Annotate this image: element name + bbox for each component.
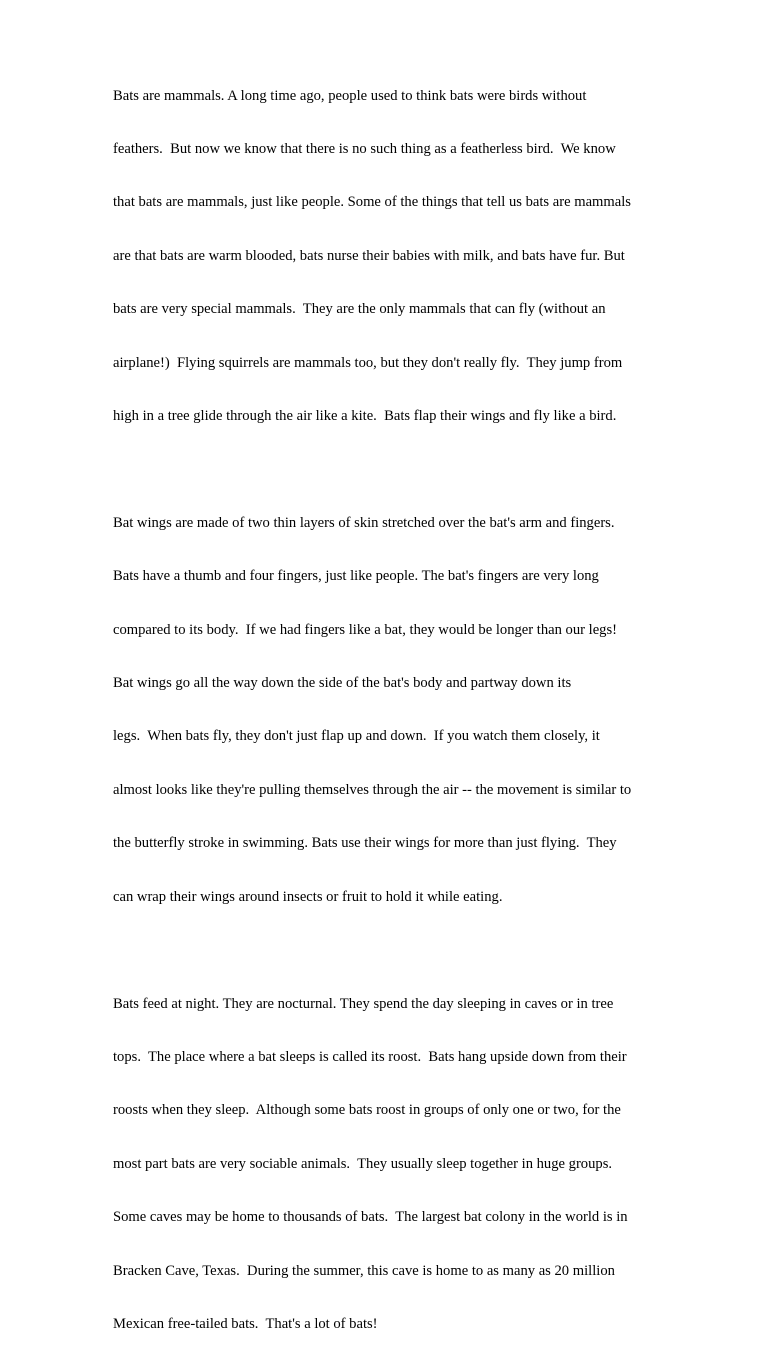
text-line: Bracken Cave, Texas. During the summer, this cave is home to as many as 20 million — [113, 1262, 615, 1279]
text-line: high in a tree glide through the air like a kite. Bats flap their wings and fly like a bird. — [113, 407, 617, 424]
text-line: roosts when they sleep. Although some bats roost in groups of only one or two, for the — [113, 1102, 621, 1119]
text-line: feathers. But now we know that there is no such thing as a featherless bird. We know — [113, 140, 616, 157]
paragraph-bats-are-mammals — [113, 52, 653, 461]
text-line: Bats feed at night. They are nocturnal. They spend the day sleeping in caves or in tree — [113, 995, 614, 1012]
text-line: Bat wings go all the way down the side of the bat's body and partway down its — [113, 675, 572, 692]
document-body — [113, 52, 653, 1369]
text-line: the butterfly stroke in swimming. Bats use their wings for more than just flying. They — [113, 835, 617, 852]
text-line: most part bats are very sociable animals. They usually sleep together in huge groups. — [113, 1155, 613, 1172]
text-line: tops. The place where a bat sleeps is called its roost. Bats hang upside down from their — [113, 1049, 627, 1066]
text-line: Bat wings are made of two thin layers of skin stretched over the bat's arm and fingers. — [113, 514, 615, 531]
text-line: Bats have a thumb and four fingers, just like people. The bat's fingers are very long — [113, 568, 599, 585]
text-line: can wrap their wings around insects or fruit to hold it while eating. — [113, 888, 503, 905]
text-line: Mexican free-tailed bats. That's a lot of bats! — [113, 1315, 378, 1332]
text-line: airplane!) Flying squirrels are mammals too, but they don't really fly. They jump from — [113, 354, 623, 371]
paragraph-bat-wings — [113, 479, 653, 942]
text-line: legs. When bats fly, they don't just flap up and down. If you watch them closely, it — [113, 728, 600, 745]
text-line: compared to its body. If we had fingers like a bat, they would be longer than our legs! — [113, 621, 618, 638]
text-line: Bats are mammals. A long time ago, people used to think bats were birds without — [113, 87, 587, 104]
text-line: almost looks like they're pulling themselves through the air -- the movement is similar to — [113, 781, 632, 798]
text-line: are that bats are warm blooded, bats nurse their babies with milk, and bats have fur. But — [113, 247, 625, 264]
paragraph-bats-feed-at-night — [113, 960, 653, 1369]
text-line: Some caves may be home to thousands of bats. The largest bat colony in the world is in — [113, 1209, 628, 1226]
text-line: that bats are mammals, just like people. Some of the things that tell us bats are mammals — [113, 194, 631, 211]
text-line: bats are very special mammals. They are the only mammals that can fly (without an — [113, 301, 606, 318]
